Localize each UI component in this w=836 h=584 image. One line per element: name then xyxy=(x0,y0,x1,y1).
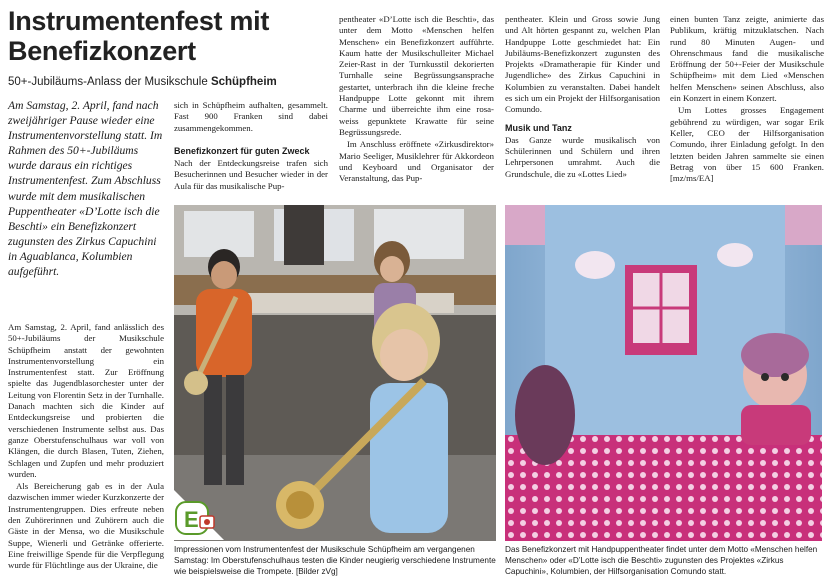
subtitle-bold: Schüpfheim xyxy=(210,76,277,88)
photo-puppet-theatre xyxy=(505,205,822,541)
column-4 xyxy=(505,14,660,181)
col1-paragraph-1: Am Samstag, 2. April, fand anlässlich des 50+-Jubiläums der Musikschule Schüpfheim anstatt der gewohnten Instrumentenvorstellung ein Instrumentenfest statt. Zur Eröffnung spielte das Jugendblasorchester unter der Leitung von Florentin Setz in der Turnhalle. Danach machten sich die Kinder auf Entdeckungsreise und probierten die verschiedenen Instrumente selbst aus. Das ganze Oberstufenschulhaus war voll von Klängen, die durch Blasen, Tuten, Ziehen, Schlagen und Zupfen und mehr produziert wurden. xyxy=(8,322,164,479)
article-lead: Am Samstag, 2. April, fand nach zweijähriger Pause wieder eine Instrumentenvorstellung statt. Im Rahmen des 50+-Jubiläums wurde daraus ein richtiges Instrumentenfest. Zum Abschluss wurde mit dem musikalischen Puppentheater «D’Lotte isch die Beschti» ein Benefizkonzert zugunsten des Zirkus Capuchini in Aguablanca, Kolumbien aufgeführt. xyxy=(8,99,163,279)
col4-paragraph-1: pentheater. Klein und Gross sowie Jung und Alt hörten gespannt zu, welchen Plan Handpuppe Lotte geschmiedet hat: Ein Jubiläums-Benefizkonzert zugunsten des Projekts «Dramatherapie für Kinder und Jugendliche» des Zirkus Capuchini in Kolumbien zu veranstalten. Dabei handelt es sich um ein Projekt der Hilfsorganisation Comundo. xyxy=(505,14,660,115)
eplus-badge xyxy=(174,490,224,540)
eplus-letter: E xyxy=(184,507,199,532)
column-2-section xyxy=(174,145,328,193)
col2-paragraph-2: Nach der Entdeckungsreise trafen sich Besucherinnen und Besucher wieder in der Aula für das musikalische Pup- xyxy=(174,158,328,191)
column-5 xyxy=(670,14,824,185)
col3-paragraph-2: Im Anschluss eröffnete «Zirkusdirektor» Mario Seeliger, Musiklehrer für Akkordeon und Keyboard und Organisator der Veranstaltung, das Pup- xyxy=(339,139,494,184)
subhead-musik-und-tanz: Musik und Tanz xyxy=(505,122,572,133)
column-2-top xyxy=(174,100,328,135)
column-1 xyxy=(8,322,164,573)
col5-paragraph-2: Um Lottes grosses Engagement gebührend zu würdigen, war sogar Erik Keller, CEO der Hilfsorganisation Comundo, ihrer Einladung gefolgt. In den letzten beiden Jahren sammelte sie einen Betrag von über 15 600 Franken. [mz/ms/EA] xyxy=(670,105,824,184)
column-3 xyxy=(339,14,494,185)
caption-photo-1: Impressionen vom Instrumentenfest der Musikschule Schüpfheim am vergangenen Samstag: Im Oberstufenschulhaus testen die Kinder neugierig verschiedene Instrumente wie beispielsweise die Trompete. [Bilder zVg] xyxy=(174,545,496,576)
col3-paragraph-1: pentheater «D’Lotte isch die Beschti», das unter dem Motto «Menschen helfen Menschen» ein Benefizkonzert aufführte. Kaum hatte der Musikschulleiter Michael Zeier-Rast in der Turnkusstil dekorierten Turnhalle seine Begrüssungsansprache gestartet, unterbrach ihn die kleine freche Handpuppe Lotte gekonnt mit ihrem Charme und überreichte ihm eine rosa-weiss gepunktete Krawatte für seine Begrüssungsrede. xyxy=(339,14,494,137)
subtitle-prefix: 50+-Jubiläums-Anlass der Musikschule xyxy=(8,76,211,88)
article-title: Instrumentenfest mit Benefizkonzert xyxy=(8,6,270,66)
col2-paragraph-1: sich in Schüpfheim aufhalten, gesammelt. Fast 900 Franken sind dabei zusammengekommen. xyxy=(174,100,328,133)
col1-paragraph-2: Als Bereicherung gab es in der Aula dazwischen immer wieder Kurzkonzerte der Instrumentengruppen. Dies erfreute neben den Zuhörerinnen und Zuhörern auch die Gäste in der Mensa, wo die Musikschule Suppe, Wienerli und Getränke offerierte. Eine freiwillige Spende für die Verpflegung wurde für Flüchtlinge aus der Ukraine, die xyxy=(8,481,164,571)
caption-photo-2: Das Benefizkonzert mit Handpuppentheater findet unter dem Motto «Menschen helfen Menschen» oder «D’Lotte isch die Beschti» zugunsten des Projektes «Zirkus Capuchini», Kolumbien, der Hilfsorganisation Comundo statt. xyxy=(505,545,818,576)
col5-paragraph-1: einen bunten Tanz zeigte, animierte das Publikum, kräftig mitzuklatschen. Nach rund 80 Minuten Augen- und Ohrenschmaus fand die musikalische Eröffnung der 50+-Feier der Musikschule Schüpfheim» mit dem Lied «Menschen helfen Menschen» seinen Abschluss, also ein Konzert in einem Konzert. xyxy=(670,14,824,104)
subhead-benefizkonzert: Benefizkonzert für guten Zweck xyxy=(174,146,310,156)
col4-paragraph-2: Das Ganze wurde musikalisch von Schülerinnen und Schülern und ihren Lehrpersonen umrahmt. Auch die Grundschule, die zu «Lottes Lied» xyxy=(505,134,660,179)
article-subtitle xyxy=(8,76,338,88)
